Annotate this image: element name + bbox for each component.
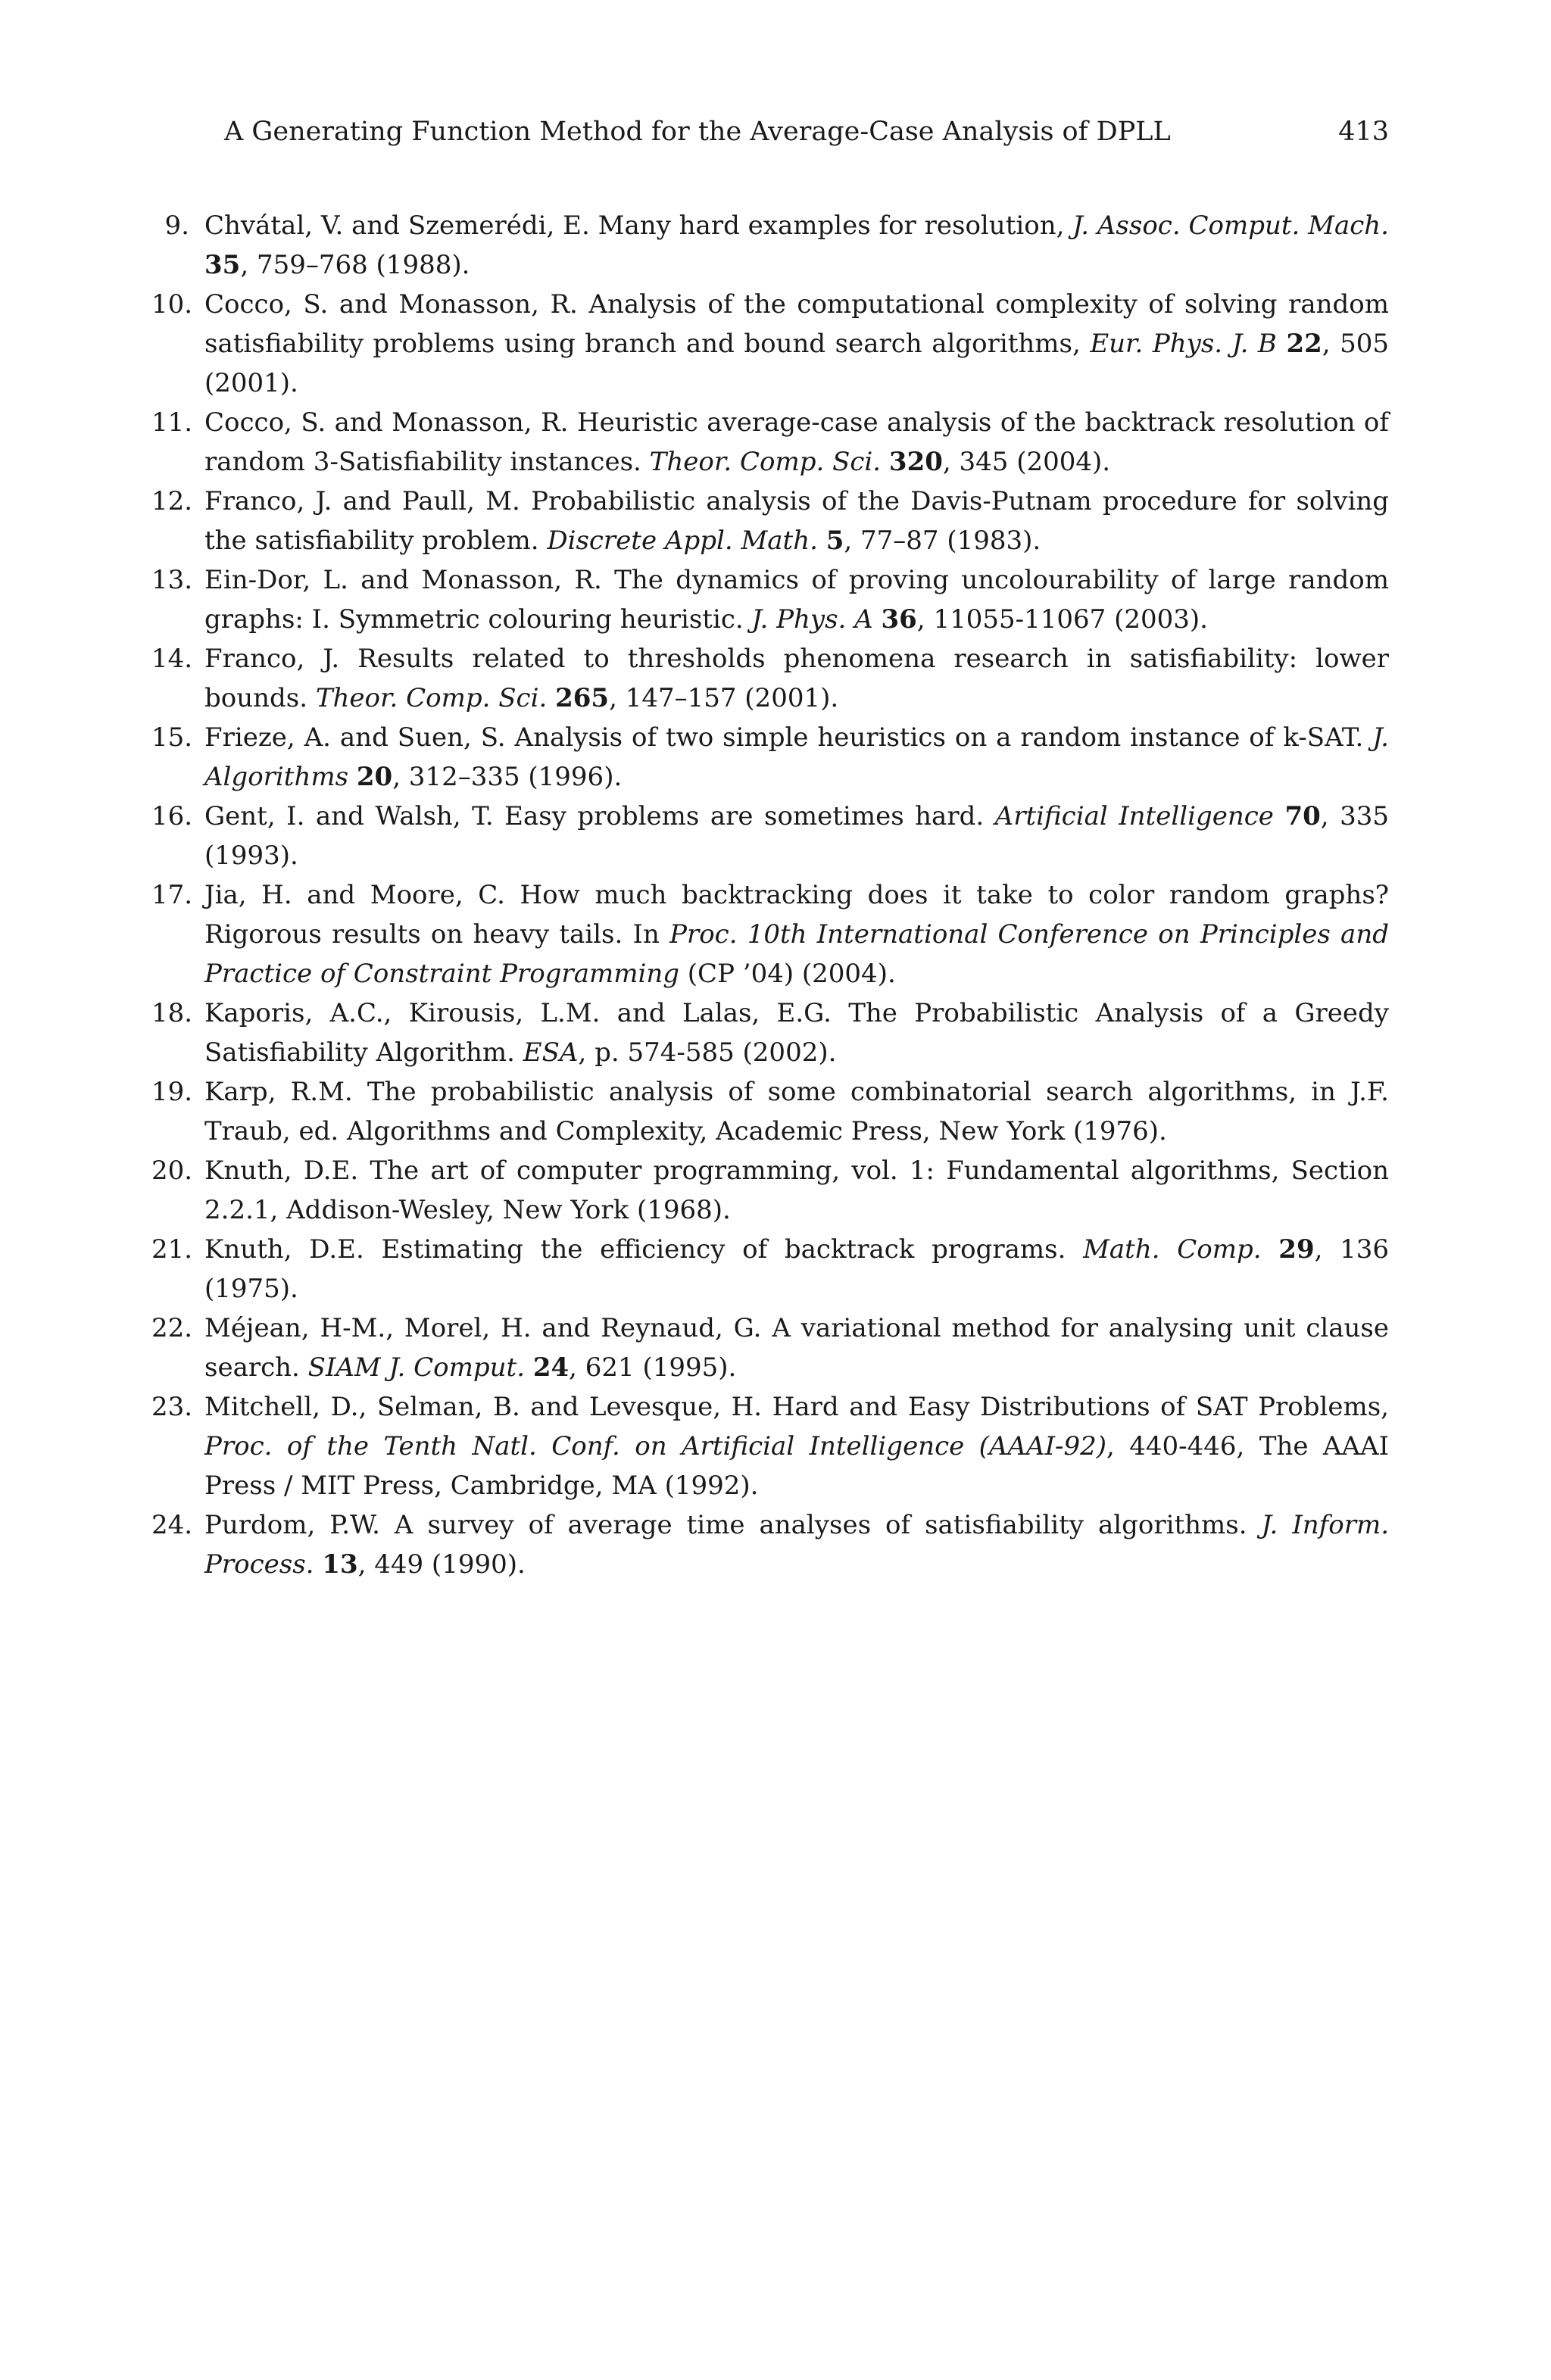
reference-segment: Cocco, S. and Monasson, R. Heuristic average-case analysis of the backtrack resolution of random 3-Satisfiability instances. [204,407,1389,477]
reference-text [204,1505,1389,1584]
reference-text [204,718,1389,797]
reference-number: 15. [151,722,193,753]
reference-segment: Chvátal, V. and Szemerédi, E. Many hard examples for resolution, [204,211,1073,241]
reference-volume: 22 [1286,329,1322,359]
reference-italic: Theor. Comp. Sci. [649,447,882,477]
reference-item [151,993,1389,1072]
reference-segment [547,683,555,713]
reference-segment: Franco, J. and Paull, M. Probabilistic analysis of the Davis-Putnam procedure for solving the satisfiability problem. [204,486,1389,556]
reference-item [151,1151,1389,1230]
reference-number: 16. [151,801,193,831]
reference-segment: , 440-446, The AAAI Press / MIT Press, Cambridge, MA (1992). [204,1431,1390,1501]
reference-segment: Méjean, H-M., Morel, H. and Reynaud, G. A variational method for analysing unit clause search. [204,1313,1389,1383]
reference-volume: 29 [1278,1234,1315,1265]
reference-item [151,639,1389,718]
reference-text [204,1230,1389,1309]
reference-volume: 36 [881,604,917,635]
reference-segment: , 345 (2004). [942,447,1111,477]
reference-segment: , 312–335 (1996). [392,762,623,792]
reference-number: 10. [151,289,193,320]
reference-segment [314,1549,322,1580]
reference-item [151,1230,1389,1309]
reference-segment: Cocco, S. and Monasson, R. Analysis of the computational complexity of solving random satisfiability problems using branch and bound search algorithms, [204,289,1389,359]
reference-text [204,206,1389,285]
reference-item [151,797,1389,875]
reference-number: 23. [151,1392,193,1422]
reference-segment: , 136 (1975). [204,1234,1390,1304]
reference-italic: SIAM J. Comput. [307,1352,526,1383]
reference-number: 20. [151,1156,193,1186]
reference-item [151,1387,1389,1505]
reference-italic: Discrete Appl. Math. [547,526,818,556]
reference-item [151,1505,1389,1584]
reference-number: 22. [151,1313,193,1343]
reference-item [151,403,1389,482]
reference-item [151,875,1389,993]
running-header [224,114,1389,150]
reference-segment [525,1352,533,1383]
reference-segment: Purdom, P.W. A survey of average time analyses of satisfiability algorithms. [204,1510,1262,1540]
reference-segment [873,604,882,635]
reference-volume: 20 [356,762,393,792]
reference-volume: 35 [204,250,241,280]
reference-text [204,639,1389,718]
reference-item [151,206,1389,285]
reference-text [204,1387,1389,1505]
reference-italic: J. Inform. Process. [204,1510,1390,1580]
reference-segment: , 505 (2001). [204,329,1389,398]
reference-text [204,1072,1389,1151]
reference-italic: J. Assoc. Comput. Mach. [1072,211,1389,241]
reference-number: 12. [151,486,193,516]
reference-text [204,285,1389,403]
reference-segment: Franco, J. Results related to thresholds phenomena research in satisfiability: lower bounds. [204,644,1389,713]
reference-text [204,560,1389,639]
reference-segment: Kaporis, A.C., Kirousis, L.M. and Lalas, E.G. The Probabilistic Analysis of a Greedy Satisfiability Algorithm. [204,998,1389,1068]
reference-segment: Jia, H. and Moore, C. How much backtracking does it take to color random graphs? Rigorous results on heavy tails. In [204,880,1389,950]
reference-item [151,718,1389,797]
reference-segment: , 621 (1995). [569,1352,737,1383]
reference-volume: 13 [322,1549,358,1580]
reference-number: 17. [151,880,193,910]
reference-list [151,206,1389,1584]
reference-volume: 320 [888,447,943,477]
reference-segment: Frieze, A. and Suen, S. Analysis of two simple heuristics on a random instance of k-SAT. [204,722,1373,753]
reference-segment: , 147–157 (2001). [609,683,839,713]
reference-volume: 70 [1284,801,1321,831]
reference-italic: ESA [523,1037,579,1068]
reference-italic: J. Algorithms [204,722,1389,792]
reference-number: 24. [151,1510,193,1540]
reference-italic: Eur. Phys. J. B [1090,329,1277,359]
reference-item [151,482,1389,560]
reference-segment: Ein-Dor, L. and Monasson, R. The dynamics of proving uncolourability of large random graphs: I. Symmetric colouring heuristic. [204,565,1389,635]
reference-item [151,285,1389,403]
reference-italic: Proc. 10th International Conference on Principles and Practice of Constraint Programming [204,919,1389,989]
reference-volume: 5 [825,526,844,556]
reference-segment: , 449 (1990). [357,1549,526,1580]
reference-item [151,1309,1389,1387]
reference-text [204,1309,1389,1387]
reference-volume: 265 [555,683,610,713]
reference-text [204,403,1389,482]
reference-segment: Mitchell, D., Selman, B. and Levesque, H. Hard and Easy Distributions of SAT Problems, [204,1392,1389,1422]
reference-text [204,875,1389,993]
reference-italic: J. Phys. A [751,604,873,635]
running-title: A Generating Function Method for the Average-Case Analysis of DPLL [224,117,1171,147]
reference-segment [818,526,826,556]
reference-number: 13. [151,565,193,595]
reference-number: 9. [164,211,189,241]
reference-segment: , 335 (1993). [204,801,1389,871]
reference-segment: , 77–87 (1983). [844,526,1041,556]
reference-number: 21. [151,1234,193,1265]
reference-segment [1277,329,1287,359]
reference-number: 18. [151,998,193,1028]
reference-segment: Karp, R.M. The probabilistic analysis of some combinatorial search algorithms, in J.F. Traub, ed. Algorithms and Complexity, Academic Press, New York (1976). [204,1077,1389,1146]
reference-italic: Artificial Intelligence [994,801,1274,831]
reference-segment [1274,801,1285,831]
reference-item [151,1072,1389,1151]
reference-italic: Math. Comp. [1083,1234,1262,1265]
reference-segment: Knuth, D.E. Estimating the efficiency of backtrack programs. [204,1234,1084,1265]
reference-number: 14. [151,644,193,674]
reference-number: 11. [151,407,193,438]
reference-segment: , 11055-11067 (2003). [916,604,1208,635]
reference-segment: , p. 574-585 (2002). [578,1037,837,1068]
reference-text [204,482,1389,560]
reference-italic: Theor. Comp. Sci. [315,683,548,713]
reference-segment [881,447,889,477]
reference-segment [348,762,357,792]
reference-segment: Knuth, D.E. The art of computer programming, vol. 1: Fundamental algorithms, Section 2.2.1, Addison-Wesley, New York (1968). [204,1156,1389,1225]
reference-segment: , 759–768 (1988). [240,250,470,280]
page-number: 413 [1338,117,1389,147]
reference-segment: Gent, I. and Walsh, T. Easy problems are sometimes hard. [204,801,995,831]
reference-segment [1262,1234,1279,1265]
reference-text [204,993,1389,1072]
reference-number: 19. [151,1077,193,1107]
reference-text [204,797,1389,875]
reference-segment: (CP ’04) (2004). [679,959,896,989]
reference-italic: Proc. of the Tenth Natl. Conf. on Artificial Intelligence (AAAI-92) [204,1431,1107,1461]
reference-text [204,1151,1389,1230]
reference-volume: 24 [532,1352,570,1383]
reference-item [151,560,1389,639]
